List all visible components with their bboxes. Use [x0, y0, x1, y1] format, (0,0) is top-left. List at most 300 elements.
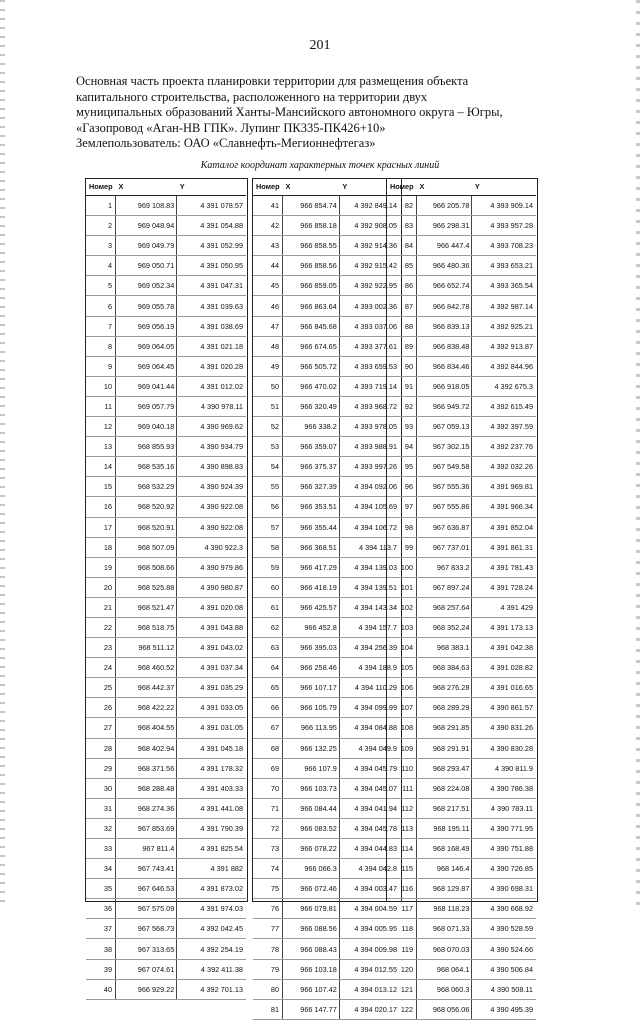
point-number-cell: 74: [253, 859, 283, 879]
y-coordinate-cell: 4 391 042.38: [472, 638, 536, 658]
y-coordinate-cell: 4 394 139.51: [339, 577, 400, 597]
point-number-cell: 54: [253, 457, 283, 477]
point-number-cell: 20: [86, 577, 116, 597]
x-coordinate-cell: 967 853.69: [116, 818, 177, 838]
y-coordinate-cell: 4 393 978.05: [339, 417, 400, 437]
y-coordinate-cell: 4 391 974.03: [177, 899, 246, 919]
table-row: [253, 396, 400, 416]
x-coordinate-cell: 966 353.51: [283, 497, 340, 517]
point-number-cell: 41: [253, 196, 283, 216]
table-row: [253, 899, 400, 919]
x-coordinate-cell: 968 520.92: [116, 497, 177, 517]
x-coordinate-cell: 966 858.55: [283, 236, 340, 256]
table-row: [86, 497, 246, 517]
y-coordinate-cell: 4 391 039.63: [177, 296, 246, 316]
x-coordinate-cell: 968 532.29: [116, 477, 177, 497]
point-number-cell: 109: [387, 738, 417, 758]
point-number-cell: 107: [387, 698, 417, 718]
y-coordinate-cell: 4 394 188.9: [339, 658, 400, 678]
point-number-cell: 61: [253, 597, 283, 617]
column-header-x: X: [283, 178, 340, 196]
y-coordinate-cell: 4 391 078.57: [177, 196, 246, 216]
table-row: [387, 196, 536, 216]
point-number-cell: 59: [253, 557, 283, 577]
y-coordinate-cell: 4 394 092.06: [339, 477, 400, 497]
point-number-cell: 25: [86, 678, 116, 698]
y-coordinate-cell: 4 391 035.29: [177, 678, 246, 698]
coordinates-table-2: [253, 178, 400, 1020]
point-number-cell: 31: [86, 798, 116, 818]
column-header-number: Номер: [86, 178, 116, 196]
y-coordinate-cell: 4 391 861.31: [472, 537, 536, 557]
y-coordinate-cell: 4 390 830.28: [472, 738, 536, 758]
point-number-cell: 48: [253, 336, 283, 356]
x-coordinate-cell: 966 368.51: [283, 537, 340, 557]
table-row: [253, 919, 400, 939]
point-number-cell: 47: [253, 316, 283, 336]
y-coordinate-cell: 4 394 110.29: [339, 678, 400, 698]
y-coordinate-cell: 4 390 508.11: [472, 979, 536, 999]
x-coordinate-cell: 968 056.06: [417, 999, 472, 1019]
table-row: [253, 336, 400, 356]
x-coordinate-cell: 966 079.81: [283, 899, 340, 919]
x-coordinate-cell: 968 521.47: [116, 597, 177, 617]
y-coordinate-cell: 4 394 157.7: [339, 617, 400, 637]
x-coordinate-cell: 966 359.07: [283, 437, 340, 457]
table-row: [253, 597, 400, 617]
x-coordinate-cell: 968 129.87: [417, 879, 472, 899]
x-coordinate-cell: 966 842.78: [417, 296, 472, 316]
point-number-cell: 102: [387, 597, 417, 617]
x-coordinate-cell: 968 525.88: [116, 577, 177, 597]
point-number-cell: 37: [86, 919, 116, 939]
y-coordinate-cell: 4 392 914.36: [339, 236, 400, 256]
point-number-cell: 97: [387, 497, 417, 517]
table-row: [253, 316, 400, 336]
table-row: [387, 658, 536, 678]
point-number-cell: 119: [387, 939, 417, 959]
point-number-cell: 65: [253, 678, 283, 698]
table-row: [86, 638, 246, 658]
table-row: [253, 376, 400, 396]
table-row: [86, 577, 246, 597]
point-number-cell: 85: [387, 256, 417, 276]
x-coordinate-cell: 969 055.78: [116, 296, 177, 316]
table-row: [86, 356, 246, 376]
table-row: [86, 839, 246, 859]
point-number-cell: 80: [253, 979, 283, 999]
y-coordinate-cell: 4 391 882: [177, 859, 246, 879]
point-number-cell: 103: [387, 617, 417, 637]
x-coordinate-cell: 966 107.42: [283, 979, 340, 999]
x-coordinate-cell: 966 859.05: [283, 276, 340, 296]
x-coordinate-cell: 966 652.74: [417, 276, 472, 296]
x-coordinate-cell: 968 422.22: [116, 698, 177, 718]
point-number-cell: 87: [387, 296, 417, 316]
heading-line: Землепользователь: ОАО «Славнефть-Мегионнефтегаз»: [76, 136, 376, 150]
x-coordinate-cell: 969 064.05: [116, 336, 177, 356]
y-coordinate-cell: 4 394 099.99: [339, 698, 400, 718]
y-coordinate-cell: 4 391 033.05: [177, 698, 246, 718]
x-coordinate-cell: 967 737.01: [417, 537, 472, 557]
point-number-cell: 11: [86, 396, 116, 416]
x-coordinate-cell: 968 291.85: [417, 718, 472, 738]
point-number-cell: 30: [86, 778, 116, 798]
point-number-cell: 117: [387, 899, 417, 919]
table-row: [253, 537, 400, 557]
y-coordinate-cell: 4 393 968.72: [339, 396, 400, 416]
table-row: [86, 879, 246, 899]
x-coordinate-cell: 967 074.61: [116, 959, 177, 979]
point-number-cell: 3: [86, 236, 116, 256]
y-coordinate-cell: 4 391 728.24: [472, 577, 536, 597]
x-coordinate-cell: 968 383.1: [417, 638, 472, 658]
point-number-cell: 92: [387, 396, 417, 416]
y-coordinate-cell: 4 390 771.95: [472, 818, 536, 838]
x-coordinate-cell: 968 402.94: [116, 738, 177, 758]
x-coordinate-cell: 967 313.65: [116, 939, 177, 959]
y-coordinate-cell: 4 390 979.86: [177, 557, 246, 577]
table-row: [86, 658, 246, 678]
point-number-cell: 29: [86, 758, 116, 778]
point-number-cell: 68: [253, 738, 283, 758]
y-coordinate-cell: 4 392 042.45: [177, 919, 246, 939]
table-row: [253, 879, 400, 899]
y-coordinate-cell: 4 394 003.47: [339, 879, 400, 899]
point-number-cell: 46: [253, 296, 283, 316]
table-row: [253, 276, 400, 296]
y-coordinate-cell: 4 390 668.92: [472, 899, 536, 919]
table-row: [253, 256, 400, 276]
x-coordinate-cell: 966 854.74: [283, 196, 340, 216]
point-number-cell: 36: [86, 899, 116, 919]
table-row: [253, 557, 400, 577]
point-number-cell: 49: [253, 356, 283, 376]
scan-edge-right: [636, 0, 640, 905]
point-number-cell: 86: [387, 276, 417, 296]
y-coordinate-cell: 4 394 139.03: [339, 557, 400, 577]
y-coordinate-cell: 4 391 043.88: [177, 617, 246, 637]
x-coordinate-cell: 968 257.64: [417, 597, 472, 617]
x-coordinate-cell: 968 518.75: [116, 617, 177, 637]
table-row: [253, 678, 400, 698]
x-coordinate-cell: 966 425.57: [283, 597, 340, 617]
y-coordinate-cell: 4 391 966.34: [472, 497, 536, 517]
x-coordinate-cell: 966 132.25: [283, 738, 340, 758]
y-coordinate-cell: 4 394 041.94: [339, 798, 400, 818]
y-coordinate-cell: 4 391 054.88: [177, 216, 246, 236]
x-coordinate-cell: 969 048.94: [116, 216, 177, 236]
table-row: [86, 778, 246, 798]
y-coordinate-cell: 4 390 922.08: [177, 517, 246, 537]
x-coordinate-cell: 968 289.29: [417, 698, 472, 718]
heading-line: муниципальных образований Ханты-Мансийского автономного округа – Югры,: [76, 105, 503, 119]
point-number-cell: 94: [387, 437, 417, 457]
y-coordinate-cell: 4 393 037.06: [339, 316, 400, 336]
table-row: [387, 617, 536, 637]
point-number-cell: 120: [387, 959, 417, 979]
y-coordinate-cell: 4 392 908.05: [339, 216, 400, 236]
table-row: [253, 638, 400, 658]
x-coordinate-cell: 969 108.83: [116, 196, 177, 216]
point-number-cell: 16: [86, 497, 116, 517]
y-coordinate-cell: 4 394 012.55: [339, 959, 400, 979]
y-coordinate-cell: 4 390 528.59: [472, 919, 536, 939]
x-coordinate-cell: 967 646.53: [116, 879, 177, 899]
column-header-x: X: [116, 178, 177, 196]
x-coordinate-cell: 966 205.78: [417, 196, 472, 216]
x-coordinate-cell: 966 480.36: [417, 256, 472, 276]
x-coordinate-cell: 969 052.34: [116, 276, 177, 296]
x-coordinate-cell: 968 224.08: [417, 778, 472, 798]
point-number-cell: 53: [253, 437, 283, 457]
y-coordinate-cell: 4 391 037.34: [177, 658, 246, 678]
point-number-cell: 52: [253, 417, 283, 437]
table-row: [253, 758, 400, 778]
point-number-cell: 63: [253, 638, 283, 658]
y-coordinate-cell: 4 394 045.78: [339, 818, 400, 838]
table-row: [387, 879, 536, 899]
x-coordinate-cell: 967 555.86: [417, 497, 472, 517]
table-row: [253, 196, 400, 216]
y-coordinate-cell: 4 390 978.11: [177, 396, 246, 416]
x-coordinate-cell: 968 507.09: [116, 537, 177, 557]
point-number-cell: 56: [253, 497, 283, 517]
point-number-cell: 98: [387, 517, 417, 537]
table-row: [253, 296, 400, 316]
column-header-number: Номер: [387, 178, 417, 196]
point-number-cell: 55: [253, 477, 283, 497]
x-coordinate-cell: 966 072.46: [283, 879, 340, 899]
x-coordinate-cell: 966 327.39: [283, 477, 340, 497]
x-coordinate-cell: 966 929.22: [116, 979, 177, 999]
x-coordinate-cell: 969 040.18: [116, 417, 177, 437]
y-coordinate-cell: 4 391 020.28: [177, 356, 246, 376]
table-row: [387, 296, 536, 316]
y-coordinate-cell: 4 393 365.54: [472, 276, 536, 296]
table-row: [253, 859, 400, 879]
y-coordinate-cell: 4 390 786.38: [472, 778, 536, 798]
table-row: [86, 718, 246, 738]
point-number-cell: 91: [387, 376, 417, 396]
y-coordinate-cell: 4 391 825.54: [177, 839, 246, 859]
y-coordinate-cell: 4 391 028.82: [472, 658, 536, 678]
x-coordinate-cell: 968 404.55: [116, 718, 177, 738]
y-coordinate-cell: 4 394 049.9: [339, 738, 400, 758]
table-row: [86, 236, 246, 256]
point-number-cell: 93: [387, 417, 417, 437]
point-number-cell: 66: [253, 698, 283, 718]
table-row: [86, 336, 246, 356]
table-row: [387, 999, 536, 1019]
point-number-cell: 57: [253, 517, 283, 537]
table-row: [86, 417, 246, 437]
y-coordinate-cell: 4 391 429: [472, 597, 536, 617]
y-coordinate-cell: 4 391 178.32: [177, 758, 246, 778]
table-row: [253, 497, 400, 517]
table-row: [253, 477, 400, 497]
y-coordinate-cell: 4 392 987.14: [472, 296, 536, 316]
table-row: [387, 457, 536, 477]
point-number-cell: 9: [86, 356, 116, 376]
point-number-cell: 13: [86, 437, 116, 457]
point-number-cell: 28: [86, 738, 116, 758]
x-coordinate-cell: 966 088.56: [283, 919, 340, 939]
point-number-cell: 78: [253, 939, 283, 959]
table-row: [253, 979, 400, 999]
point-number-cell: 6: [86, 296, 116, 316]
table-row: [387, 537, 536, 557]
x-coordinate-cell: 967 743.41: [116, 859, 177, 879]
table-row: [387, 979, 536, 999]
point-number-cell: 15: [86, 477, 116, 497]
table-row: [253, 437, 400, 457]
point-number-cell: 111: [387, 778, 417, 798]
page-number: 201: [309, 38, 331, 53]
catalog-caption: Каталог координат характерных точек красных линий: [200, 160, 440, 171]
y-coordinate-cell: 4 392 915.42: [339, 256, 400, 276]
x-coordinate-cell: 968 118.23: [417, 899, 472, 919]
table-row: [86, 758, 246, 778]
y-coordinate-cell: 4 394 013.12: [339, 979, 400, 999]
table-row: [387, 396, 536, 416]
table-row: [253, 617, 400, 637]
table-row: [86, 557, 246, 577]
scan-edge-left: [0, 0, 5, 905]
y-coordinate-cell: 4 393 002.36: [339, 296, 400, 316]
point-number-cell: 21: [86, 597, 116, 617]
y-coordinate-cell: 4 391 173.13: [472, 617, 536, 637]
table-row: [86, 617, 246, 637]
y-coordinate-cell: 4 393 909.14: [472, 196, 536, 216]
point-number-cell: 79: [253, 959, 283, 979]
table-row: [387, 698, 536, 718]
heading-line: капитального строительства, расположенного на территории двух: [76, 89, 428, 104]
table-row: [86, 196, 246, 216]
point-number-cell: 39: [86, 959, 116, 979]
y-coordinate-cell: 4 393 988.91: [339, 437, 400, 457]
x-coordinate-cell: 969 056.19: [116, 316, 177, 336]
y-coordinate-cell: 4 393 957.28: [472, 216, 536, 236]
x-coordinate-cell: 969 064.45: [116, 356, 177, 376]
y-coordinate-cell: 4 394 113.7: [339, 537, 400, 557]
point-number-cell: 108: [387, 718, 417, 738]
point-number-cell: 35: [86, 879, 116, 899]
table-row: [387, 557, 536, 577]
x-coordinate-cell: 967 302.15: [417, 437, 472, 457]
coordinates-table-1: [86, 178, 246, 1000]
y-coordinate-cell: 4 391 050.95: [177, 256, 246, 276]
table-row: [387, 437, 536, 457]
x-coordinate-cell: 966 845.68: [283, 316, 340, 336]
table-row: [86, 316, 246, 336]
table-row: [387, 577, 536, 597]
x-coordinate-cell: 966 674.65: [283, 336, 340, 356]
table-row: [387, 236, 536, 256]
y-coordinate-cell: 4 392 254.19: [177, 939, 246, 959]
point-number-cell: 99: [387, 537, 417, 557]
table-row: [253, 839, 400, 859]
table-row: [86, 437, 246, 457]
point-number-cell: 100: [387, 557, 417, 577]
table-row: [253, 818, 400, 838]
point-number-cell: 106: [387, 678, 417, 698]
point-number-cell: 72: [253, 818, 283, 838]
table-row: [387, 718, 536, 738]
table-row: [86, 537, 246, 557]
y-coordinate-cell: 4 393 377.61: [339, 336, 400, 356]
column-header-number: Номер: [253, 178, 283, 196]
x-coordinate-cell: 968 168.49: [417, 839, 472, 859]
column-header-y: Y: [339, 178, 400, 196]
y-coordinate-cell: 4 391 012.02: [177, 376, 246, 396]
point-number-cell: 82: [387, 196, 417, 216]
x-coordinate-cell: 968 195.11: [417, 818, 472, 838]
y-coordinate-cell: 4 392 844.96: [472, 356, 536, 376]
y-coordinate-cell: 4 390 811.9: [472, 758, 536, 778]
table-row: [253, 356, 400, 376]
point-number-cell: 2: [86, 216, 116, 236]
table-row: [387, 758, 536, 778]
point-number-cell: 1: [86, 196, 116, 216]
point-number-cell: 58: [253, 537, 283, 557]
y-coordinate-cell: 4 394 106.72: [339, 517, 400, 537]
table-row: [387, 919, 536, 939]
table-row: [86, 959, 246, 979]
x-coordinate-cell: 966 858.56: [283, 256, 340, 276]
table-row: [253, 999, 400, 1019]
point-number-cell: 18: [86, 537, 116, 557]
x-coordinate-cell: 968 535.16: [116, 457, 177, 477]
table-row: [86, 396, 246, 416]
table-row: [387, 417, 536, 437]
point-number-cell: 64: [253, 658, 283, 678]
point-number-cell: 110: [387, 758, 417, 778]
x-coordinate-cell: 968 384.63: [417, 658, 472, 678]
y-coordinate-cell: 4 390 495.39: [472, 999, 536, 1019]
y-coordinate-cell: 4 393 653.21: [472, 256, 536, 276]
x-coordinate-cell: 966 452.8: [283, 617, 340, 637]
point-number-cell: 76: [253, 899, 283, 919]
x-coordinate-cell: 968 293.47: [417, 758, 472, 778]
x-coordinate-cell: 966 320.49: [283, 396, 340, 416]
y-coordinate-cell: 4 393 719.14: [339, 376, 400, 396]
table-row: [387, 678, 536, 698]
table-row: [86, 256, 246, 276]
y-coordinate-cell: 4 391 038.69: [177, 316, 246, 336]
y-coordinate-cell: 4 390 924.39: [177, 477, 246, 497]
y-coordinate-cell: 4 391 016.65: [472, 678, 536, 698]
y-coordinate-cell: 4 390 726.85: [472, 859, 536, 879]
x-coordinate-cell: 968 060.3: [417, 979, 472, 999]
point-number-cell: 89: [387, 336, 417, 356]
x-coordinate-cell: 966 505.72: [283, 356, 340, 376]
table-row: [86, 919, 246, 939]
y-coordinate-cell: 4 392 411.38: [177, 959, 246, 979]
x-coordinate-cell: 966 418.19: [283, 577, 340, 597]
table-row: [253, 658, 400, 678]
x-coordinate-cell: 967 811.4: [116, 839, 177, 859]
x-coordinate-cell: 968 146.4: [417, 859, 472, 879]
table-row: [253, 517, 400, 537]
point-number-cell: 32: [86, 818, 116, 838]
y-coordinate-cell: 4 390 506.84: [472, 959, 536, 979]
heading-line: Основная часть проекта планировки территории для размещения объекта: [76, 74, 469, 88]
x-coordinate-cell: 966 298.31: [417, 216, 472, 236]
x-coordinate-cell: 968 352.24: [417, 617, 472, 637]
x-coordinate-cell: 968 460.52: [116, 658, 177, 678]
x-coordinate-cell: 967 568.73: [116, 919, 177, 939]
